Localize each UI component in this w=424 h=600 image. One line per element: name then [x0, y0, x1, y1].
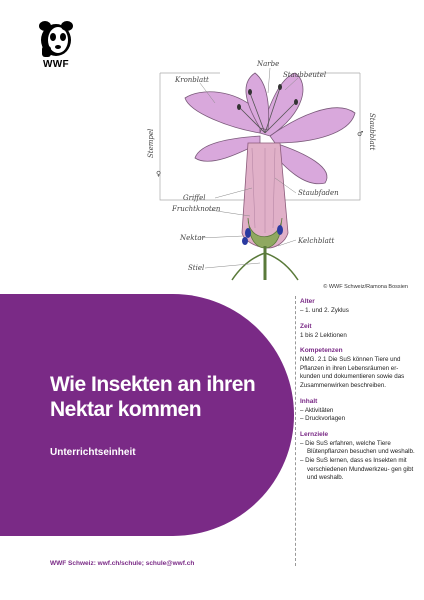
list-item: – Aktivitäten	[300, 406, 334, 414]
title-line-1: Wie Insekten an ihren	[50, 373, 256, 396]
label-narbe: Narbe	[257, 60, 280, 68]
section-inhalt	[300, 398, 418, 424]
section-zeit	[300, 323, 418, 341]
label-griffel: Griffel	[183, 194, 206, 202]
label-stiel: Stiel	[188, 264, 205, 272]
divider	[295, 296, 296, 566]
section-text: 1 bis 2 Lektionen	[300, 331, 347, 339]
section-lernziele	[300, 431, 418, 483]
label-nektar: Nektar	[180, 234, 205, 242]
label-staubbeutel: Staubbeutel	[283, 71, 327, 79]
section-alter	[300, 298, 418, 316]
section-kompetenzen	[300, 347, 418, 390]
section-heading: Lernziele	[300, 430, 329, 438]
label-fruchtknoten: Fruchtknoten	[172, 205, 221, 213]
list-item: – Die SuS lernen, dass es Insekten mit verschiedenen Mundwerkzeu- gen gibt und weshalb.	[300, 456, 414, 482]
panda-icon	[36, 20, 76, 58]
image-credit: © WWF Schweiz/Ramona Bossien	[323, 284, 408, 290]
list-item: – Die SuS erfahren, welche Tiere Blütenpflanzen besuchen und weshalb.	[300, 439, 415, 456]
label-stempel: Stempel	[147, 128, 155, 158]
section-heading: Kompetenzen	[300, 347, 343, 355]
label-kronblatt: Kronblatt	[175, 76, 209, 84]
section-heading: Zeit	[300, 322, 312, 330]
list-item: – 1. und 2. Zyklus	[300, 307, 349, 314]
label-staubfaden: Staubfaden	[298, 189, 339, 197]
wwf-logo	[36, 20, 76, 72]
label-male: ♂	[357, 130, 364, 138]
title-line-2: Nektar kommen	[50, 398, 202, 421]
section-heading: Alter	[300, 298, 315, 305]
label-female: ♀	[156, 170, 162, 178]
section-text: NMG. 2.1 Die SuS können Tiere und Pflanzen in ihren Lebensräumen er- kunden und dokumentieren sowie das Zusammenwirken beschreiben.	[300, 356, 405, 389]
logo-text: WWF	[43, 59, 69, 70]
page-title	[50, 372, 255, 422]
flower-diagram	[120, 58, 410, 283]
page-subtitle: Unterrichtseinheit	[50, 447, 136, 458]
label-kelchblatt: Kelchblatt	[298, 237, 335, 245]
list-item: – Druckvorlagen	[300, 415, 346, 423]
footer-contact[interactable]: WWF Schweiz: wwf.ch/schule; schule@wwf.ch	[50, 560, 195, 567]
label-staubblatt: Staubblatt	[368, 113, 376, 151]
info-sidebar	[300, 298, 418, 490]
section-heading: Inhalt	[300, 397, 318, 405]
